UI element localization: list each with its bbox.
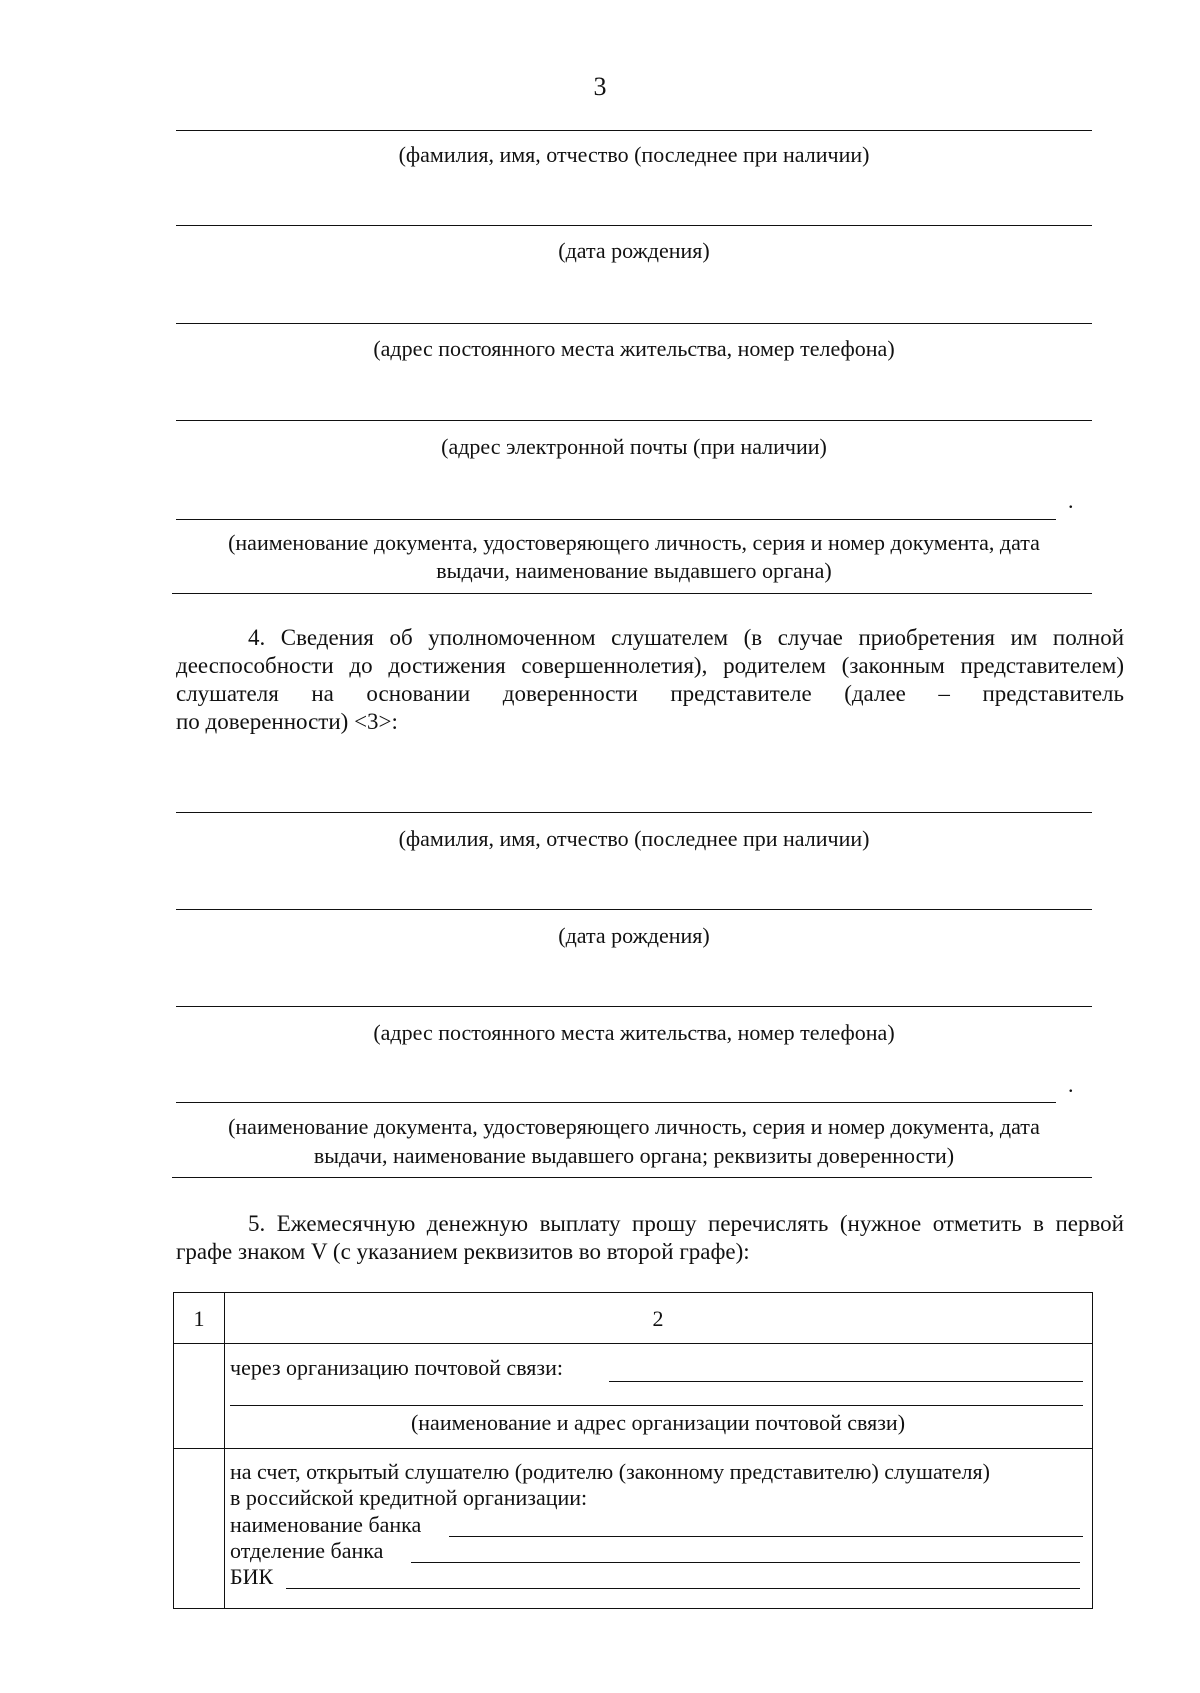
section-4-paragraph xyxy=(176,624,1124,736)
rep-id-document-input-line[interactable] xyxy=(176,1102,1056,1103)
divider xyxy=(172,593,1092,594)
header-col-1: 1 xyxy=(193,1306,205,1331)
section-4-line1: 4. Сведения об уполномоченном слушателем (в случае приобретения им полной xyxy=(248,625,1124,650)
section-4-line2: дееспособности до достижения совершеннолетия), родителем (законным представителем) xyxy=(176,653,1124,678)
bank-branch-label: отделение банка xyxy=(230,1538,384,1563)
id-document-input-line[interactable] xyxy=(176,519,1056,520)
payment-method-table xyxy=(173,1292,1093,1609)
postal-address-input[interactable] xyxy=(230,1405,1083,1406)
postal-caption: (наименование и адрес организации почтовой связи) xyxy=(410,1410,906,1435)
section-5-line2: графе знаком V (с указанием реквизитов во второй графе): xyxy=(176,1239,750,1264)
id-document-caption-line2: выдачи, наименование выдавшего органа) xyxy=(436,558,832,583)
rep-birthdate-caption: (дата рождения) xyxy=(558,923,710,948)
section-5-line1: 5. Ежемесячную денежную выплату прошу перечислять (нужное отметить в первой xyxy=(248,1211,1124,1236)
section-4-line4: по доверенности) <3>: xyxy=(176,709,398,734)
section-4-line3: слушателя на основании доверенности представителе (далее – представитель xyxy=(176,681,1124,706)
postal-label: через организацию почтовой связи: xyxy=(230,1355,563,1380)
email-caption: (адрес электронной почты (при наличии) xyxy=(441,434,827,459)
row-divider xyxy=(174,1448,1092,1449)
fullname-input-line[interactable] xyxy=(176,130,1092,131)
bank-name-label: наименование банка xyxy=(230,1512,422,1537)
account-line2: в российской кредитной организации: xyxy=(230,1485,588,1510)
address-caption: (адрес постоянного места жительства, номер телефона) xyxy=(373,336,895,361)
rep-fullname-input-line[interactable] xyxy=(176,812,1092,813)
page-number: 3 xyxy=(593,72,607,101)
header-col-2: 2 xyxy=(652,1306,664,1331)
rep-address-input-line[interactable] xyxy=(176,1006,1092,1007)
bank-branch-input[interactable] xyxy=(411,1562,1080,1563)
birthdate-caption: (дата рождения) xyxy=(558,238,710,263)
bik-label: БИК xyxy=(230,1564,274,1589)
id-document-caption-line1: (наименование документа, удостоверяющего личность, серия и номер документа, дата xyxy=(228,530,1040,555)
column-divider xyxy=(224,1293,225,1608)
bik-input[interactable] xyxy=(286,1588,1080,1589)
row-divider xyxy=(174,1343,1092,1344)
line-end-dot: . xyxy=(1068,1072,1074,1097)
bank-name-input[interactable] xyxy=(449,1536,1083,1537)
rep-id-document-caption-line1: (наименование документа, удостоверяющего личность, серия и номер документа, дата xyxy=(228,1114,1040,1139)
rep-birthdate-input-line[interactable] xyxy=(176,909,1092,910)
birthdate-input-line[interactable] xyxy=(176,225,1092,226)
fullname-caption: (фамилия, имя, отчество (последнее при наличии) xyxy=(398,142,870,167)
divider xyxy=(172,1177,1092,1178)
address-input-line[interactable] xyxy=(176,323,1092,324)
postal-name-input[interactable] xyxy=(609,1381,1083,1382)
postal-checkbox-cell[interactable] xyxy=(174,1344,224,1448)
rep-address-caption: (адрес постоянного места жительства, номер телефона) xyxy=(373,1020,895,1045)
account-line1: на счет, открытый слушателю (родителю (законному представителю) слушателя) xyxy=(230,1459,990,1484)
section-5-paragraph xyxy=(176,1210,1124,1266)
account-checkbox-cell[interactable] xyxy=(174,1449,224,1608)
rep-id-document-caption-line2: выдачи, наименование выдавшего органа; реквизиты доверенности) xyxy=(313,1143,955,1168)
line-end-dot: . xyxy=(1068,488,1074,513)
rep-fullname-caption: (фамилия, имя, отчество (последнее при наличии) xyxy=(398,826,870,851)
email-input-line[interactable] xyxy=(176,420,1092,421)
